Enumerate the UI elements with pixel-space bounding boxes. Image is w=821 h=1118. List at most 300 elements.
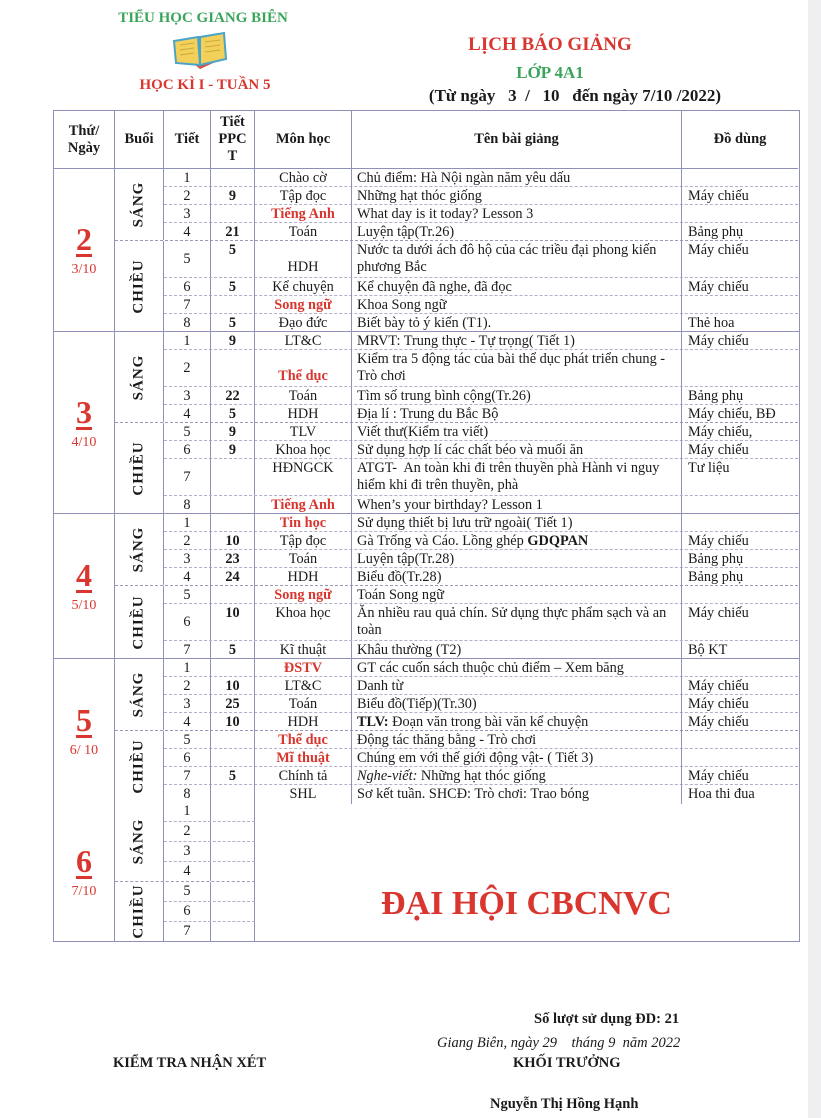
lesson-text: Sử dụng thiết bị lưu trữ ngoài( Tiết 1) <box>357 515 573 531</box>
day-block <box>54 332 799 514</box>
tools-cell: Máy chiếu, BĐ <box>688 406 776 422</box>
subject-cell: SHL <box>255 785 352 804</box>
ppct-cell <box>211 842 255 861</box>
tools-cell <box>682 731 798 750</box>
table-row <box>164 767 798 785</box>
ppct-cell: 10 <box>211 604 255 640</box>
day-cell <box>54 514 115 658</box>
friday-sessions <box>115 802 255 941</box>
lesson-cell <box>352 713 682 732</box>
ppct-cell: 21 <box>211 223 255 242</box>
table-row <box>164 902 255 922</box>
day-number: 3 <box>76 393 92 430</box>
subject-cell: Tập đọc <box>255 187 352 206</box>
tools-cell <box>682 350 798 386</box>
subject-cell: LT&C <box>255 332 352 351</box>
page-title: LỊCH BÁO GIẢNG <box>468 34 632 55</box>
day-cell <box>54 169 115 331</box>
day-cell <box>54 802 115 941</box>
period-cell: 2 <box>164 822 211 841</box>
ppct-cell: 5 <box>211 641 255 660</box>
session-block <box>115 882 255 941</box>
table-header <box>54 111 799 169</box>
session-block <box>115 423 798 513</box>
period-cell: 5 <box>164 586 211 605</box>
ppct-cell: 5 <box>211 241 255 277</box>
lesson-cell <box>352 550 682 569</box>
day-block <box>54 169 799 332</box>
day-cell <box>54 659 115 802</box>
tools-cell: Máy chiếu, <box>688 424 753 440</box>
ppct-cell: 10 <box>211 532 255 551</box>
col-header-lesson: Tên bài giảng <box>352 111 682 169</box>
lesson-text: Động tác thăng bằng - Trò chơi <box>357 732 537 748</box>
subject-cell: Kĩ thuật <box>255 641 352 660</box>
day-block <box>54 659 799 802</box>
day-number: 5 <box>76 701 92 738</box>
ppct-cell: 5 <box>211 767 255 786</box>
day-date: 5/10 <box>71 598 97 613</box>
lesson-text: Danh từ <box>357 678 404 694</box>
session-block <box>115 241 798 331</box>
period-cell: 1 <box>164 659 211 678</box>
table-row <box>164 241 798 278</box>
col-header-session: Buổi <box>115 111 164 169</box>
ppct-cell <box>211 659 255 678</box>
day-number: 4 <box>76 557 92 593</box>
session-rows <box>164 423 798 513</box>
subject-cell: Toán <box>255 387 352 406</box>
table-row <box>164 695 798 713</box>
day-date: 4/10 <box>71 434 97 450</box>
lesson-text: Chủ điểm: Hà Nội ngàn năm yêu dấu <box>357 170 571 186</box>
period-cell: 7 <box>164 296 211 315</box>
table-row <box>164 169 798 187</box>
period-cell: 6 <box>164 278 211 297</box>
subject-cell: Mĩ thuật <box>255 749 352 768</box>
ppct-cell: 10 <box>211 677 255 696</box>
table-row <box>164 604 798 641</box>
session-block <box>115 731 798 802</box>
term-week: HỌC KÌ I - TUẦN 5 <box>139 77 271 93</box>
tools-cell: Thẻ hoa <box>688 315 735 331</box>
group-head-label: KHỐI TRƯỞNG <box>513 1055 621 1071</box>
table-row <box>164 882 255 902</box>
period-cell: 5 <box>164 423 211 442</box>
lesson-cell <box>352 459 682 495</box>
period-cell: 7 <box>164 459 211 495</box>
session-rows <box>164 241 798 331</box>
signer-name: Nguyễn Thị Hồng Hạnh <box>490 1096 639 1112</box>
lesson-text: Tìm số trung bình cộng(Tr.26) <box>357 388 531 404</box>
lesson-text: When’s your birthday? Lesson 1 <box>357 497 543 513</box>
session-label: SÁNG <box>115 514 164 585</box>
period-cell: 1 <box>164 169 211 188</box>
period-cell: 3 <box>164 387 211 406</box>
session-block <box>115 332 798 423</box>
col-header-subject: Môn học <box>255 111 352 169</box>
period-cell: 1 <box>164 802 211 821</box>
lesson-text: Kể chuyện đã nghe, đã đọc <box>357 279 512 295</box>
ppct-cell: 23 <box>211 550 255 569</box>
ppct-cell: 9 <box>211 332 255 351</box>
tools-cell: Tư liệu <box>688 460 730 476</box>
table-row <box>164 862 255 881</box>
tools-cell: Máy chiếu <box>688 533 749 549</box>
ppct-cell <box>211 731 255 750</box>
subject-cell: Toán <box>255 550 352 569</box>
session-rows <box>164 882 255 941</box>
tools-cell: Máy chiếu <box>688 188 749 204</box>
table-row <box>164 785 798 802</box>
lesson-cell <box>352 532 682 551</box>
col-header-ppct: Tiết PPC T <box>211 111 255 169</box>
lesson-cell <box>352 169 682 188</box>
subject-cell: Chào cờ <box>255 169 352 188</box>
period-cell: 5 <box>164 882 211 901</box>
lesson-text: Đoạn văn trong bài văn kể chuyện <box>388 714 589 730</box>
ppct-cell <box>211 902 255 921</box>
page-edge <box>808 0 821 1118</box>
session-rows <box>164 731 798 802</box>
tools-cell <box>682 749 798 768</box>
lesson-text: ATGT- An toàn khi đi trên thuyền phà Hành vi nguy hiểm khi đi trên thuyền, phà <box>357 460 664 493</box>
period-cell: 6 <box>164 749 211 768</box>
table-row <box>164 350 798 387</box>
ppct-cell: 5 <box>211 314 255 333</box>
day-date: 3/10 <box>71 262 97 277</box>
day-sessions <box>115 514 798 658</box>
lesson-cell <box>352 641 682 660</box>
table-row <box>164 731 798 749</box>
day-date: 6/ 10 <box>69 742 99 758</box>
period-cell: 3 <box>164 842 211 861</box>
session-label: CHIỀU <box>115 731 164 802</box>
ppct-cell <box>211 802 255 821</box>
lesson-cell <box>352 441 682 460</box>
lesson-cell <box>352 278 682 297</box>
tools-cell <box>682 586 798 605</box>
session-block <box>115 802 255 882</box>
lesson-cell <box>352 314 682 333</box>
ppct-cell <box>211 296 255 315</box>
session-label: SÁNG <box>115 332 164 422</box>
table-row <box>164 205 798 223</box>
table-row <box>164 459 798 496</box>
session-label: CHIỀU <box>115 241 164 331</box>
period-cell: 4 <box>164 568 211 587</box>
session-block <box>115 514 798 586</box>
table-row <box>164 713 798 730</box>
lesson-text: Những hạt thóc giống <box>417 768 546 784</box>
table-row <box>164 842 255 862</box>
subject-cell: TLV <box>255 423 352 442</box>
period-cell: 1 <box>164 332 211 351</box>
subject-cell: LT&C <box>255 677 352 696</box>
subject-cell: HDH <box>255 241 352 277</box>
lesson-text: Những hạt thóc giống <box>357 188 482 204</box>
tools-cell: Bảng phụ <box>688 388 744 404</box>
ppct-cell <box>211 882 255 901</box>
table-row <box>164 278 798 296</box>
day-block-friday <box>54 802 799 941</box>
tools-cell: Bảng phụ <box>688 569 744 585</box>
lesson-cell <box>352 423 682 442</box>
ppct-cell <box>211 862 255 881</box>
period-cell: 1 <box>164 514 211 533</box>
subject-cell: Toán <box>255 223 352 242</box>
equipment-usage-count: Số lượt sử dụng ĐD: 21 <box>534 1011 680 1027</box>
lesson-cell <box>352 223 682 242</box>
table-row <box>164 187 798 205</box>
period-cell: 2 <box>164 677 211 696</box>
lesson-text: Khâu thường (T2) <box>357 642 462 658</box>
session-label: CHIỀU <box>115 423 164 513</box>
day-block <box>54 514 799 659</box>
lesson-cell <box>352 350 682 386</box>
day-date: 7/10 <box>71 883 97 899</box>
subject-cell: Kể chuyện <box>255 278 352 297</box>
open-book-icon <box>170 29 230 71</box>
table-row <box>164 641 798 658</box>
col-header-period: Tiết <box>164 111 211 169</box>
table-row <box>164 223 798 240</box>
lesson-cell <box>352 514 682 533</box>
review-label: KIỂM TRA NHẬN XÉT <box>113 1055 267 1071</box>
lesson-cell <box>352 496 682 515</box>
subject-cell: Thể dục <box>255 350 352 386</box>
tools-cell: Bảng phụ <box>688 551 744 567</box>
tools-cell <box>682 205 798 224</box>
subject-cell: HĐNGCK <box>255 459 352 495</box>
subject-cell: HDH <box>255 568 352 587</box>
tools-cell <box>682 296 798 315</box>
day-sessions <box>115 659 798 802</box>
lesson-text: What day is it today? Lesson 3 <box>357 206 534 222</box>
lesson-prefix: Nghe-viết: <box>357 768 418 784</box>
period-cell: 8 <box>164 496 211 515</box>
lesson-cell <box>352 387 682 406</box>
session-rows <box>164 169 798 240</box>
school-name: TIỂU HỌC GIANG BIÊN <box>118 10 288 26</box>
ppct-cell <box>211 749 255 768</box>
lesson-text: Ăn nhiều rau quả chín. Sử dụng thực phẩm sạch và an toàn <box>357 605 670 638</box>
place-date: Giang Biên, ngày 29 tháng 9 năm 2022 <box>437 1035 681 1051</box>
period-cell: 3 <box>164 695 211 714</box>
table-row <box>164 659 798 677</box>
lesson-text: Nước ta dưới ách đô hộ của các triều đại phong kiến phương Bắc <box>357 242 660 275</box>
day-number: 2 <box>76 221 92 257</box>
tools-cell <box>682 496 798 515</box>
ppct-cell <box>211 169 255 188</box>
period-cell: 8 <box>164 314 211 333</box>
ppct-cell <box>211 496 255 515</box>
subject-cell: Khoa học <box>255 604 352 640</box>
period-cell: 4 <box>164 223 211 242</box>
ppct-cell <box>211 350 255 386</box>
subject-cell: Chính tả <box>255 767 352 786</box>
lesson-cell <box>352 241 682 277</box>
period-cell: 5 <box>164 241 211 277</box>
table-row <box>164 922 255 941</box>
table-row <box>164 332 798 350</box>
session-label: SÁNG <box>115 659 164 730</box>
lesson-text: Biểu đồ(Tiếp)(Tr.30) <box>357 696 477 712</box>
table-row <box>164 441 798 459</box>
lesson-cell <box>352 604 682 640</box>
subject-cell: Đạo đức <box>255 314 352 333</box>
day-sessions <box>115 332 798 513</box>
ppct-cell <box>211 459 255 495</box>
ppct-cell: 5 <box>211 405 255 424</box>
period-cell: 6 <box>164 902 211 921</box>
period-cell: 8 <box>164 785 211 804</box>
ppct-cell: 22 <box>211 387 255 406</box>
date-range: (Từ ngày 3 / 10 đến ngày 7/10 /2022) <box>428 86 722 105</box>
event-banner: ĐẠI HỘI CBCNVC <box>381 885 672 922</box>
period-cell: 6 <box>164 604 211 640</box>
tools-cell: Máy chiếu <box>688 714 749 730</box>
ppct-cell: 9 <box>211 187 255 206</box>
session-label: SÁNG <box>115 169 164 240</box>
lesson-text: Viết thư(Kiểm tra viết) <box>357 424 489 440</box>
day-number: 6 <box>76 842 92 879</box>
period-cell: 3 <box>164 205 211 224</box>
lesson-cell <box>352 332 682 351</box>
session-rows <box>164 802 255 881</box>
period-cell: 4 <box>164 713 211 732</box>
session-block <box>115 169 798 241</box>
period-cell: 2 <box>164 532 211 551</box>
table-row <box>164 314 798 331</box>
lesson-suffix: GDQPAN <box>527 533 589 549</box>
period-cell: 7 <box>164 922 211 941</box>
lesson-cell <box>352 749 682 768</box>
lesson-text: Sơ kết tuần. SHCĐ: Trò chơi: Trao bóng <box>357 786 589 802</box>
ppct-cell: 24 <box>211 568 255 587</box>
lesson-cell <box>352 586 682 605</box>
tools-cell: Máy chiếu <box>688 442 749 458</box>
col-header-tools: Đồ dùng <box>682 111 798 169</box>
table-row <box>164 296 798 314</box>
lesson-text: Chúng em với thế giới động vật- ( Tiết 3) <box>357 750 594 766</box>
lesson-cell <box>352 659 682 678</box>
subject-cell: HDH <box>255 713 352 732</box>
table-row <box>164 749 798 767</box>
session-rows <box>164 332 798 422</box>
lesson-text: GT các cuốn sách thuộc chủ điểm – Xem băng <box>357 660 624 676</box>
lesson-cell <box>352 296 682 315</box>
day-blocks <box>54 169 799 802</box>
table-row <box>164 514 798 532</box>
session-label: CHIỀU <box>115 586 164 658</box>
col-header-day: Thứ/ Ngày <box>54 111 115 169</box>
ppct-cell: 9 <box>211 441 255 460</box>
table-row <box>164 532 798 550</box>
lesson-cell <box>352 405 682 424</box>
tools-cell: Máy chiếu <box>688 242 749 258</box>
lesson-text: Luyện tập(Tr.26) <box>357 224 455 240</box>
lesson-text: MRVT: Trung thực - Tự trọng( Tiết 1) <box>357 333 575 349</box>
tools-cell: Bộ KT <box>688 642 728 658</box>
lesson-prefix: TLV: <box>357 714 389 730</box>
lesson-cell <box>352 205 682 224</box>
tools-cell: Máy chiếu <box>688 678 749 694</box>
subject-cell: Toán <box>255 695 352 714</box>
session-label: SÁNG <box>115 802 164 881</box>
tools-cell <box>682 169 798 188</box>
session-rows <box>164 514 798 585</box>
period-cell: 4 <box>164 862 211 881</box>
day-cell <box>54 332 115 513</box>
session-block <box>115 659 798 731</box>
ppct-cell <box>211 822 255 841</box>
period-cell: 4 <box>164 405 211 424</box>
period-cell: 3 <box>164 550 211 569</box>
ppct-cell: 5 <box>211 278 255 297</box>
subject-cell: Tiếng Anh <box>255 205 352 224</box>
lesson-cell <box>352 731 682 750</box>
table-row <box>164 550 798 568</box>
lesson-cell <box>352 568 682 587</box>
period-cell: 7 <box>164 641 211 660</box>
period-cell: 7 <box>164 767 211 786</box>
ppct-cell: 10 <box>211 713 255 732</box>
subject-cell: Tập đọc <box>255 532 352 551</box>
tools-cell: Máy chiếu <box>688 279 749 295</box>
day-sessions <box>115 169 798 331</box>
lesson-cell <box>352 695 682 714</box>
tools-cell: Máy chiếu <box>688 605 749 621</box>
subject-cell: Thể dục <box>255 731 352 750</box>
tools-cell: Máy chiếu <box>688 696 749 712</box>
session-label: CHIỀU <box>115 882 164 941</box>
lesson-cell <box>352 767 682 786</box>
tools-cell: Hoa thi đua <box>688 786 755 802</box>
tools-cell: Máy chiếu <box>688 333 749 349</box>
table-row <box>164 405 798 422</box>
ppct-cell <box>211 586 255 605</box>
session-rows <box>164 659 798 730</box>
lesson-text: Sử dụng hợp lí các chất béo và muối ăn <box>357 442 584 458</box>
subject-cell: Tin học <box>255 514 352 533</box>
ppct-cell: 25 <box>211 695 255 714</box>
lesson-text: Khoa Song ngữ <box>357 297 447 313</box>
tools-cell <box>682 659 798 678</box>
lesson-text: Biết bày tỏ ý kiến (T1). <box>357 315 492 331</box>
table-row <box>164 677 798 695</box>
subject-cell: Song ngữ <box>255 586 352 605</box>
lesson-text: Toán Song ngữ <box>357 587 444 603</box>
table-row <box>164 423 798 441</box>
session-rows <box>164 586 798 658</box>
subject-cell: ĐSTV <box>255 659 352 678</box>
period-cell: 2 <box>164 187 211 206</box>
ppct-cell <box>211 514 255 533</box>
lesson-text: Kiểm tra 5 động tác của bài thể dục phát triển chung - Trò chơi <box>357 351 669 384</box>
table-row <box>164 387 798 405</box>
subject-cell: Song ngữ <box>255 296 352 315</box>
table-row <box>164 822 255 842</box>
table-row <box>164 586 798 604</box>
period-cell: 6 <box>164 441 211 460</box>
lesson-text: Gà Trống và Cáo. Lồng ghép <box>357 533 528 549</box>
lesson-text: Luyện tập(Tr.28) <box>357 551 455 567</box>
schedule-table <box>53 110 800 942</box>
table-row <box>164 802 255 822</box>
lesson-text: Biểu đồ(Tr.28) <box>357 569 442 585</box>
period-cell: 2 <box>164 350 211 386</box>
